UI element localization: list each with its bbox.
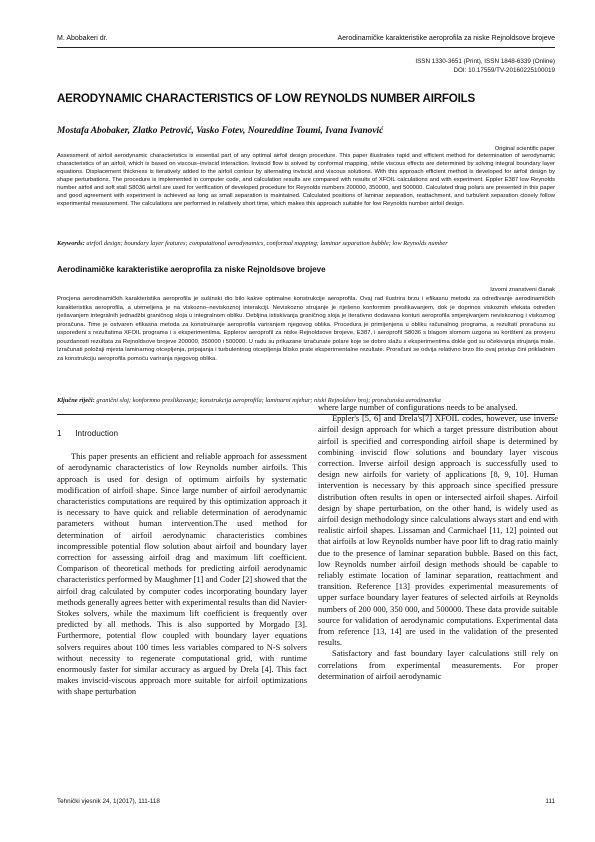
body-paragraph: Satisfactory and fast boundary layer calculations still rely on correlations from experimental measurements. For proper determination of airfoil aerodynamic bbox=[318, 649, 558, 681]
author-list: Mostafa Abobaker, Zlatko Petrović, Vasko Fotev, Noureddine Toumi, Ivana Ivanović bbox=[57, 126, 384, 136]
paper-type-hr: Izvorni znanstveni članak bbox=[490, 287, 555, 293]
paper-title: AERODYNAMIC CHARACTERISTICS OF LOW REYNOLDS NUMBER AIRFOILS bbox=[57, 92, 476, 105]
body-column-left bbox=[57, 428, 307, 698]
header-rule bbox=[57, 47, 555, 48]
journal-citation: Tehnički vjesnik 24, 1(2017), 111-118 bbox=[57, 798, 160, 805]
section-heading bbox=[57, 428, 307, 439]
keywords-en-text: airfoil design; boundary layer features; computational aerodynamics, conformal mapping; laminar separation bubble; low Reynolds number bbox=[86, 240, 448, 247]
keywords-en-label: Keywords: bbox=[57, 240, 85, 247]
keywords-hr-label: Ključne riječi: bbox=[57, 397, 95, 404]
issn-line: ISSN 1330-3651 (Print), ISSN 1848-6339 (Online) bbox=[415, 58, 555, 65]
running-header-authors: M. Abobakeri dr. bbox=[57, 35, 108, 42]
body-paragraph: Eppler's [5, 6] and Drela's[7] XFOIL codes, however, use inverse airfoil design approach for which a target pressure distribution about airfoil is specified and corresponding airfoil shape is determined by combining inviscid flow solutions and boundary layer viscous correction. Inverse airfoil design approach is successfully used to design new airfoils for variety of applications [8, 9, 10]. Human intervention is necessary by this approach since specified pressure distribution often results in open or intersected airfoil shapes. Airfoil design by shape perturbation, on the other hand, is widely used as airfoil design methodology since calculations always start and end with realistic airfoil shapes. Lissaman and Carmichael [11, 12] pointed out that airfoils at low Reynolds number have poor lift to drag ratio mainly due to the presence of laminar separation bubble. Based on this fact, low Reynolds number airfoil design methods should be capable to reliably estimate location of laminar separation, reattachment and transition. Reference [13] provides experimental measurements of upper surface boundary layer features of selected airfoils at Reynolds numbers of 200 000, 350 000, and 500000. These data provide suitable source for validation of aerodynamic computations. Experimental data from reference [13, 14] are used in the validation of the presented results. bbox=[318, 414, 558, 648]
section-number: 1 bbox=[57, 429, 62, 438]
running-header-title: Aerodinamičke karakteristike aeroprofila za niske Rejnoldsove brojeve bbox=[337, 35, 555, 42]
croatian-title: Aerodinamičke karakteristike aeroprofila za niske Rejnoldsove brojeve bbox=[57, 265, 326, 274]
doi-line: DOI: 10.17559/TV-20160225100019 bbox=[453, 66, 555, 74]
section-title: Introduction bbox=[75, 429, 119, 438]
keywords-en bbox=[57, 240, 555, 247]
keywords-hr-text: granični sloj; konformno preslikavanje; konstrukcija aeroprofila; laminarni mjehur; niski Rejnoldsov broj; proračunska aerodinamika bbox=[96, 397, 441, 404]
issn-block bbox=[415, 58, 555, 75]
body-paragraph: where large number of configurations needs to be analysed. bbox=[318, 403, 518, 412]
running-header bbox=[57, 33, 555, 47]
paper-type-en: Original scientific paper bbox=[494, 146, 555, 152]
body-column-right bbox=[318, 402, 558, 682]
abstract-en: Assessment of airfoil aerodynamic characteristics is essential part of any optimal airfoil design procedure. This paper illustrates rapid and efficient method for determination of aerodynamic characteristics of an airfoil, which is based on viscous–inviscid interaction. Inviscid flow is solved by conformal mapping, while viscous effects are determined by solving integral boundary layer equations. Displacement thickness is iteratively added to the airfoil contour by alternating inviscid and viscous solutions. With this approach efficient method is developed for airfoil design by shape perturbations. The procedure is implemented in computer code, and calculation results are compared with results of XFOIL calculations and with experiment. Eppler E387 low Reynolds number airfoil and soft stall S8036 airfoil are used for verification of developed procedure for Reynolds numbers 200000, 350000, and 500000. Calculated drag polars are presented in this paper and good agreement with experiment is achieved as long as small separation is maintained. Calculated positions of laminar separation, reattachment, and turbulent separation closely follow experimental measurement. The calculations are performed in relatively short time, which makes this approach suitable for low Reynolds number airfoil design. bbox=[57, 153, 555, 208]
page-number: 111 bbox=[545, 798, 555, 805]
body-paragraph: This paper presents an efficient and reliable approach for assessment of aerodynamic characteristics of low Reynolds number airfoils. This approach is used for design of optimum airfoils by systematic modification of airfoil shape. Since large number of airfoil aerodynamic characteristics computations are required by this optimization approach it is necessary to have quick and reliable determination of aerodynamic parameters without human intervention.The used method for determination of airfoil aerodynamic characteristics combines incompressible potential flow solution about airfoil and boundary layer correction for assessing airfoil drag and maximum lift coefficient. Comparison of theoretical methods for predicting airfoil aerodynamic characteristics performed by Maughmer [1] and Coder [2] showed that the airfoil drag calculated by computer codes incorporating boundary layer methods generally agrees better with experimental results than did Navier-Stokes solvers, while the maximum lift coefficient is frequently over predicted by all methods. This is also supported by Morgado [3]. Furthermore, potential flow coupled with boundary layer equations solvers requires about 100 times less variables compared to N-S solvers without necessity to regenerate computational grid, with runtime enormously faster for similar accuracy as argued by Drela [4]. This fact makes inviscid-viscous approach more suitable for airfoil optimizations with shape perturbation bbox=[57, 452, 307, 697]
abstract-hr: Procjena aerodinamičkih karakteristika aeroprofila je sušinski dio bilo kakve optimalne konstrukcije aeroprofila. Ovaj rad ilustrira brzu i efikasnu metodu za određivanje aerodinamičkih karakteristika aeroprofila, a utemeljena je na viskozno–neviskoznoj interakciji. Neviskozno strujanje je riješeno konformim preslikavanjem, dok je doprinos viskoznih efekata određen rješavanjem integralnih jednadžbi graničnog sloja u integralnom obliku. Debljina istiskivanja graničnog sloja je iterativno dodavana konturi aeroprofila smjenjivanjem neviskoznog i viskoznog proračuna. Time je ostvaren efikasna metoda za konstruiranje aeroprofila variranjem njegovog oblika. Procedura je primijenjena u obliku računalnog programa, a rezultati proračuna su uspoređeni s rezultatima XFOIL programa i s eksperimentima. Epplerov aeroprofil za niske Rejnoldsove brojeve, E387, i aeroprofil S8036 s blagom slomom uzgona su korišteni za provjeru pouzdanosti rezultata za Rejnoldsove brojeve 200000, 350000 i 500000. U radu su prikazane izračunate polare koje se dobro slažu s eksperimentima dokle god su očekivanja strujanja male. Izračunati položaji mjesta laminarnog otcepljenja, pripajanja i turbulentnog otcepljenja blisko prate eksperimentalne rezultate. Proračuni se odvija relativno brzo što ovaj pristup čini prikladnim za konstrukciju aeroprofila pomoću variranja njegovog oblika. bbox=[57, 296, 555, 362]
